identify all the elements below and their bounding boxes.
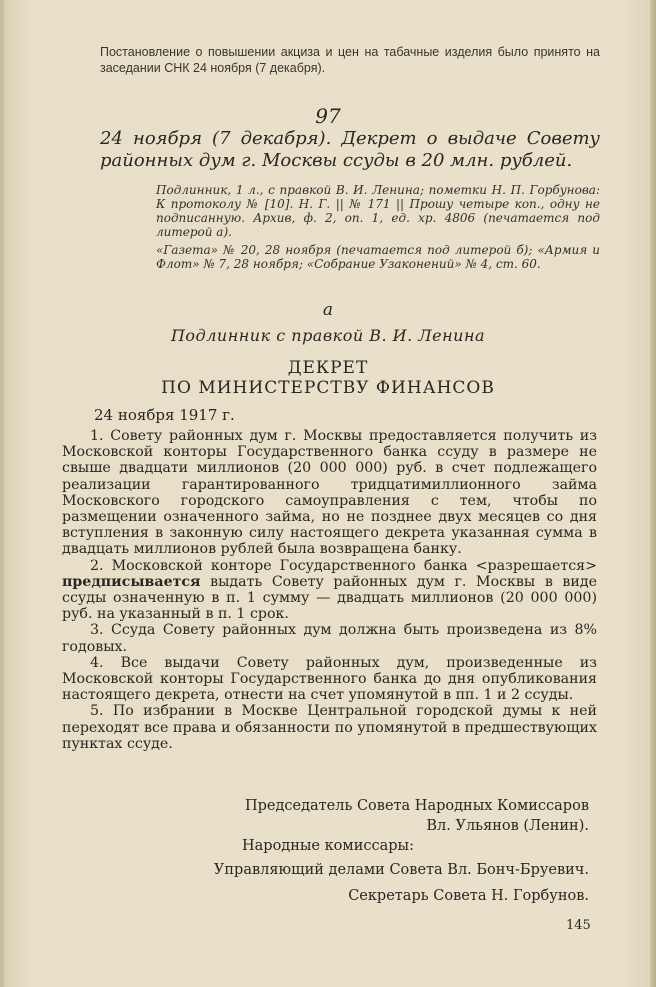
source-references <box>156 183 600 271</box>
paragraph-2 <box>62 558 597 623</box>
signature-secretary: Секретарь Совета Н. Горбунов. <box>348 888 589 904</box>
paragraph-2-end: выдать Совету районных дум г. Москвы в виде ссуды означенную в п. 1 сумму — двадцать миллионов (20 000 000) руб. на указанный в п. 1 срок. <box>62 573 597 623</box>
document-number: 97 <box>315 104 341 128</box>
paragraph-4: 4. Все выдачи Совету районных дум, произведенные из Московской конторы Государственного банка до дня опубликования настоящего декрета, отнести на счет упомянутой в пп. 1 и 2 ссуды. <box>62 654 597 704</box>
signature-commissars: Народные комиссары: <box>242 838 414 854</box>
paragraph-3: 3. Ссуда Совету районных дум должна быть произведена из 8% годовых. <box>62 622 597 655</box>
variant-subtitle: Подлинник с правкой В. И. Ленина <box>170 326 486 345</box>
paragraph-2-struck: <разрешается> <box>475 557 597 574</box>
signatures-block <box>62 796 597 906</box>
decree-heading-line2: ПО МИНИСТЕРСТВУ ФИНАНСОВ <box>161 378 495 398</box>
signature-chair-name: Вл. Ульянов (Ленин). <box>426 818 589 834</box>
preceding-note: Постановление о повышении акциза и цен на табачные изделия было принято на заседании СНК 24 ноября (7 декабря). <box>100 45 600 75</box>
paragraph-2-inserted: предписывается <box>62 573 201 590</box>
reference-publications: «Газета» № 20, 28 ноября (печатается под литерой б); «Армия и Флот» № 7, 28 ноября; «Собрание Узаконений» № 4, ст. 60. <box>156 243 600 271</box>
decree-date: 24 ноября 1917 г. <box>94 406 235 424</box>
paragraph-5: 5. По избрании в Москве Центральной городской думы к ней переходят все права и обязанности по упомянутой в предшествующих пунктах ссуде. <box>62 703 597 752</box>
page-edge <box>650 0 656 987</box>
paragraph-1: 1. Совету районных дум г. Москвы предоставляется получить из Московской конторы Государственного банка ссуду в размере не свыше двадцати миллионов (20 000 000) руб. в счет подлежащего реализации гарантированного тридцатимиллионного займа Московского городского самоуправления с тем, чтобы по размещении означенного займа, но не позднее двух месяцев со дня вступления в законную силу настоящего декрета указанная сумма в двадцать миллионов рублей была возвращена банку. <box>62 428 597 558</box>
document-title: 24 ноября (7 декабря). Декрет о выдаче Совету районных дум г. Москвы ссуды в 20 млн. рублей. <box>100 128 600 171</box>
page-number: 145 <box>566 918 591 933</box>
signature-chair-title: Председатель Совета Народных Комиссаров <box>244 798 589 814</box>
reference-original: Подлинник, 1 л., с правкой В. И. Ленина; пометки Н. П. Горбунова: К протоколу № [10]. Н. Г. || № 171 || Прошу четыре коп., одну не подписанную. Архив, ф. 2, оп. 1, ед. хр. 4806 (печатается под литерой а). <box>156 183 600 239</box>
decree-heading-line1: ДЕКРЕТ <box>287 358 369 378</box>
page-spine <box>0 0 4 987</box>
signature-manager: Управляющий делами Совета Вл. Бонч-Бруевич. <box>213 862 589 878</box>
variant-letter: а <box>322 300 334 320</box>
paragraph-2-start: 2. Московской конторе Государственного банка <box>90 557 476 574</box>
decree-heading <box>0 358 656 398</box>
decree-body <box>62 428 597 752</box>
